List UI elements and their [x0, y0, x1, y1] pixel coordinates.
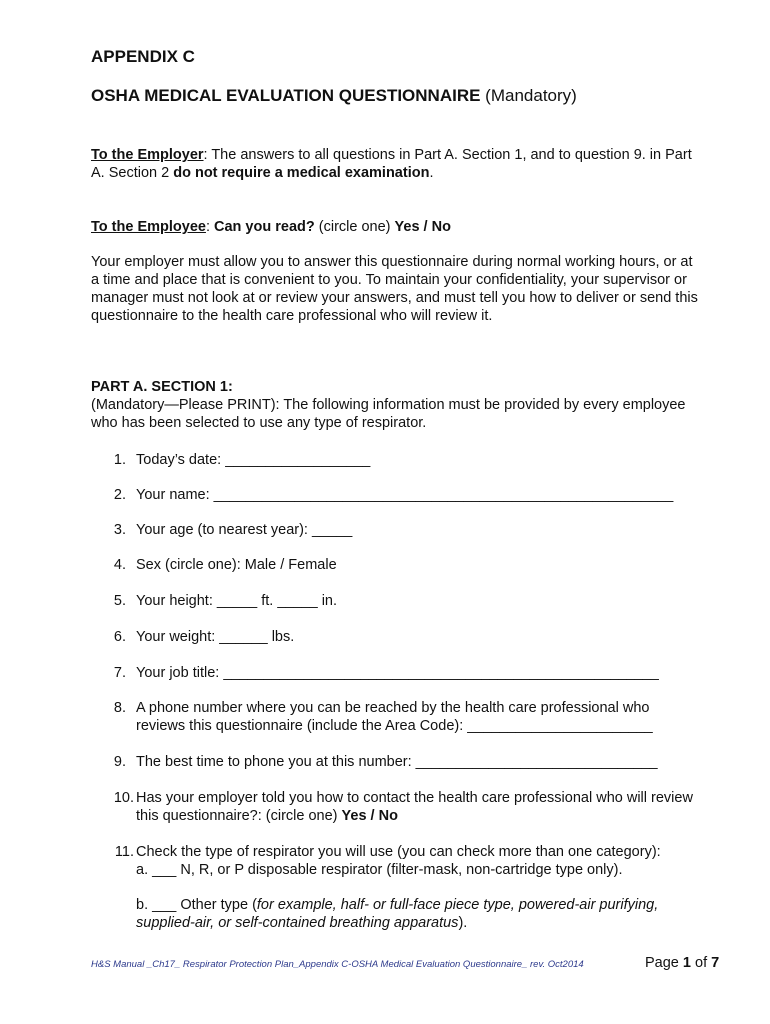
- page-total: 7: [711, 955, 720, 971]
- question-text: The best time to phone you at this number: ______________________________: [136, 754, 658, 770]
- can-you-read: Can you read?: [214, 219, 315, 235]
- question-text: Your job title: ______________________________________________________: [136, 665, 659, 681]
- question-text: Today’s date: __________________: [136, 452, 371, 468]
- question-text: Your height: _____ ft. _____ in.: [136, 593, 338, 609]
- part-a-heading: PART A. SECTION 1:: [91, 379, 233, 395]
- appendix-heading: APPENDIX C: [91, 47, 195, 66]
- employee-paragraph-line-3: manager must not look at or review your answers, and must tell you how to deliver or send this: [91, 290, 698, 306]
- question-number: 1.: [113, 452, 126, 468]
- title-main: OSHA MEDICAL EVALUATION QUESTIONNAIRE: [91, 86, 481, 105]
- question-number: 3.: [113, 522, 126, 538]
- question-number: 8.: [113, 700, 126, 716]
- page-current: 1: [682, 955, 691, 971]
- question-text: Check the type of respirator you will use (you can check more than one category):: [136, 844, 661, 860]
- question-text-continued: reviews this questionnaire (include the Area Code): _______________________: [136, 718, 653, 734]
- respirator-option-b-continued: [136, 914, 467, 932]
- question-text: Your age (to nearest year): _____: [136, 522, 353, 538]
- footer-document-reference: H&S Manual _Ch17_ Respirator Protection Plan_Appendix C-OSHA Medical Evaluation Questionnaire_ rev. Oct2014: [91, 959, 584, 970]
- yes-no-options: Yes / No: [394, 219, 451, 235]
- question-text: Has your employer told you how to contact the health care professional who will review: [136, 790, 693, 806]
- employee-colon: :: [205, 219, 215, 235]
- employee-paragraph-line-2: a time and place that is convenient to you. To maintain your confidentiality, your supervisor or: [91, 272, 687, 288]
- question-text: A phone number where you can be reached by the health care professional who: [136, 700, 650, 716]
- page-title: [91, 85, 577, 107]
- employer-label: To the Employer: [91, 147, 204, 163]
- employee-paragraph-line-1: Your employer must allow you to answer this questionnaire during normal working hours, or at: [91, 254, 693, 270]
- page-prefix: Page: [645, 955, 683, 971]
- question-number: 2.: [113, 487, 126, 503]
- employee-label: To the Employee: [91, 219, 206, 235]
- employee-note-line: [91, 218, 451, 236]
- page-of: of: [690, 955, 712, 971]
- question-text-italic: supplied-air, or self-contained breathing apparatus: [136, 915, 459, 931]
- question-number: 10.: [113, 790, 134, 806]
- employer-text-2: A. Section 2: [91, 165, 174, 181]
- question-number: 7.: [113, 665, 126, 681]
- title-suffix: (Mandatory): [480, 86, 577, 105]
- question-number: 9.: [113, 754, 126, 770]
- question-number: 11.: [114, 844, 134, 860]
- employee-paragraph-line-4: questionnaire to the health care professional who will review it.: [91, 308, 493, 324]
- question-text-italic: for example, half- or full-face piece type, powered-air purifying,: [256, 897, 659, 913]
- respirator-option-b: [136, 896, 658, 914]
- yes-no-options: Yes / No: [341, 808, 398, 824]
- employer-period: .: [429, 165, 434, 181]
- question-number: 6.: [113, 629, 126, 645]
- employer-note-line-2: [91, 164, 433, 182]
- question-text: Your weight: ______ lbs.: [136, 629, 295, 645]
- employer-note-line-1: [91, 146, 692, 164]
- question-text: Sex (circle one): Male / Female: [136, 557, 337, 573]
- question-text-continued: [136, 807, 398, 825]
- question-text: Your name: _________________________________________________________: [136, 487, 674, 503]
- page-number: [645, 955, 719, 971]
- question-text-part: this questionnaire?: (circle one): [136, 808, 342, 824]
- question-number: 5.: [113, 593, 126, 609]
- question-text-part: ).: [458, 915, 468, 931]
- question-text-part: b. ___ Other type (: [136, 897, 257, 913]
- employer-bold-text: do not require a medical examination: [173, 165, 430, 181]
- circle-one-text: (circle one): [314, 219, 395, 235]
- part-a-intro-line-2: who has been selected to use any type of respirator.: [91, 415, 427, 431]
- employer-text-1: : The answers to all questions in Part A. Section 1, and to question 9. in Part: [203, 147, 692, 163]
- respirator-option-a: a. ___ N, R, or P disposable respirator (filter-mask, non-cartridge type only).: [136, 862, 623, 878]
- question-number: 4.: [113, 557, 126, 573]
- part-a-intro-line-1: (Mandatory—Please PRINT): The following information must be provided by every employee: [91, 397, 686, 413]
